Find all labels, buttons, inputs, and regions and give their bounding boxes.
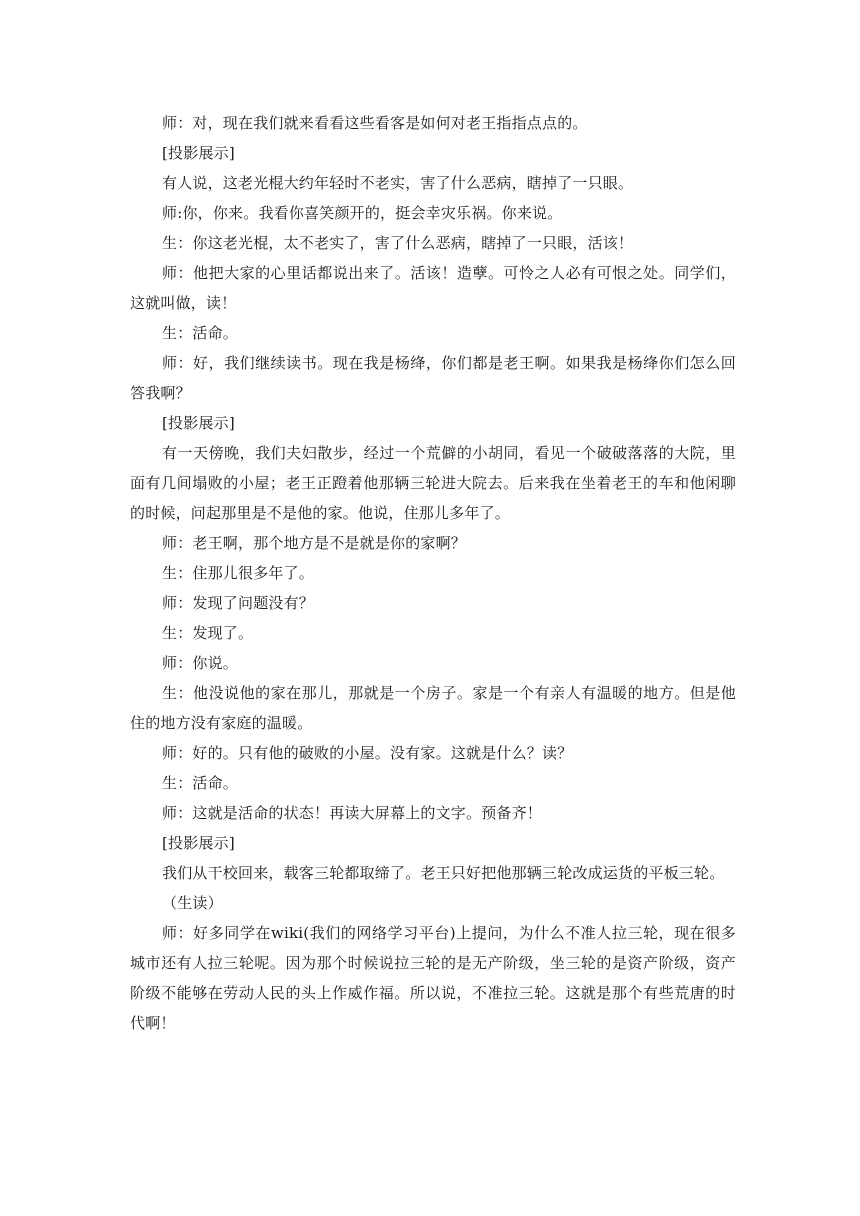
- paragraph: 师：好的。只有他的破败的小屋。没有家。这就是什么？读？: [162, 744, 573, 762]
- paragraph: 生：你这老光棍，太不老实了，害了什么恶病，瞎掉了一只眼，活该！: [162, 234, 634, 252]
- paragraph: 师：好多同学在wiki(我们的网络学习平台)上提问，为什么不准人拉三轮，现在很多城市还有人拉三轮呢。因为那个时候说拉三轮的是无产阶级，坐三轮的是资产阶级，资产阶级不能够在劳动人民的头上作威作福。所以说，不准拉三轮。这就是那个有些荒唐的时代啊！: [130, 924, 736, 1032]
- paragraph: [投影展示]: [162, 414, 235, 432]
- paragraph: 有一天傍晚，我们夫妇散步，经过一个荒僻的小胡同，看见一个破破落落的大院，里面有几间塌败的小屋；老王正蹬着他那辆三轮进大院去。后来我在坐着老王的车和他闲聊的时候，问起那里是不是他的家。他说，住那儿多年了。: [130, 444, 736, 522]
- paragraph: 师：这就是活命的状态！再读大屏幕上的文字。预备齐！: [162, 804, 543, 822]
- paragraph: 生：住那儿很多年了。: [162, 564, 315, 582]
- paragraph: 师：你说。: [162, 654, 239, 672]
- paragraph: [投影展示]: [162, 144, 235, 162]
- paragraph: 生：活命。: [162, 324, 239, 342]
- paragraph: 师：老王啊，那个地方是不是就是你的家啊？: [162, 534, 467, 552]
- paragraph: 我们从干校回来，载客三轮都取缔了。老王只好把他那辆三轮改成运货的平板三轮。: [162, 864, 725, 882]
- paragraph: 生：他没说他的家在那儿，那就是一个房子。家是一个有亲人有温暖的地方。但是他住的地方没有家庭的温暖。: [130, 684, 736, 732]
- paragraph: （生读）: [162, 894, 223, 912]
- paragraph: 师：他把大家的心里话都说出来了。活该！造孽。可怜之人必有可恨之处。同学们，这就叫做，读！: [130, 264, 736, 312]
- paragraph: 生：发现了。: [162, 624, 254, 642]
- paragraph: 师：对，现在我们就来看看这些看客是如何对老王指指点点的。: [162, 114, 588, 132]
- paragraph: 师:你，你来。我看你喜笑颜开的，挺会幸灾乐祸。你来说。: [162, 204, 563, 222]
- paragraph: 师：发现了问题没有？: [162, 594, 315, 612]
- paragraph: [投影展示]: [162, 834, 235, 852]
- paragraph: 有人说，这老光棍大约年轻时不老实，害了什么恶病，瞎掉了一只眼。: [162, 174, 634, 192]
- paragraph: 师：好，我们继续读书。现在我是杨绛，你们都是老王啊。如果我是杨绛你们怎么回答我啊？: [130, 354, 736, 402]
- paragraph: 生：活命。: [162, 774, 239, 792]
